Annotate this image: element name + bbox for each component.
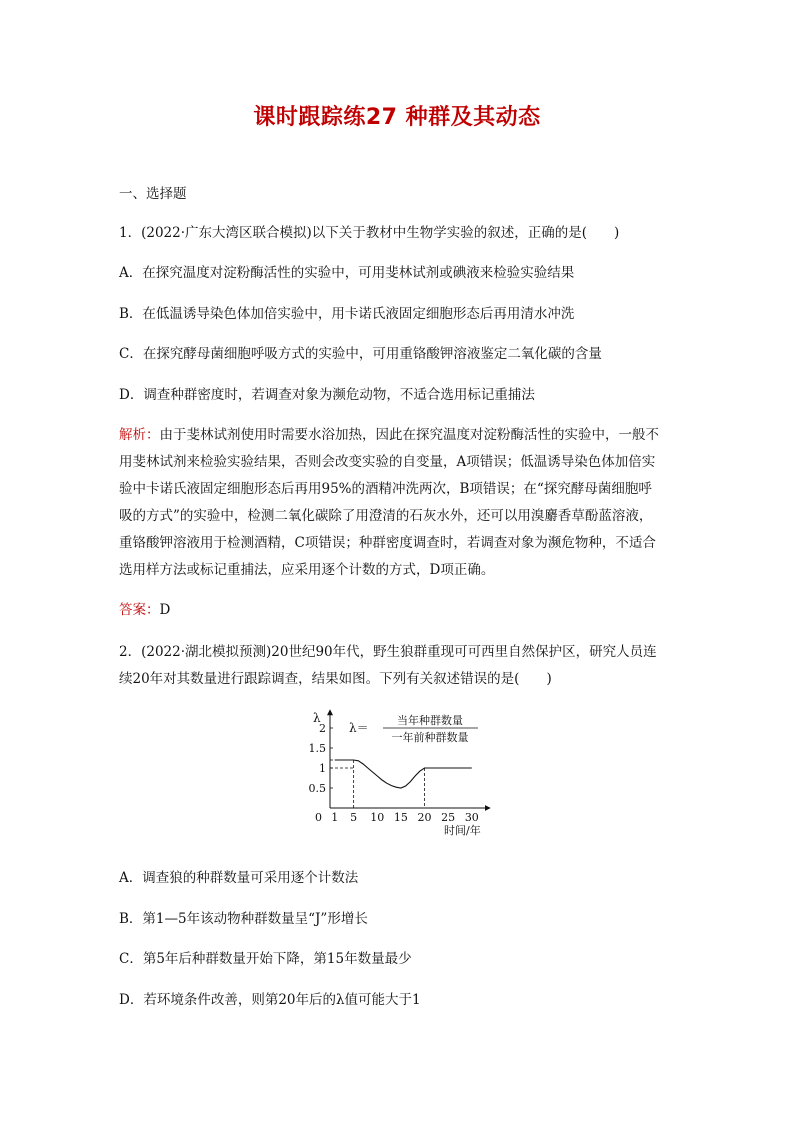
y-tick-label: 1.5 <box>308 742 326 755</box>
formula-denominator: 一年前种群数量 <box>391 731 469 744</box>
q2-stem-line-2: 续20年对其数量进行跟踪调查，结果如图。下列有关叙述错误的是( ) <box>119 671 552 687</box>
section-heading: 一、选择题 <box>119 186 187 202</box>
reference-lines <box>330 760 425 808</box>
q2-option-b: B．第1—5年该动物种群数量呈“J”形增长 <box>119 911 368 927</box>
q1-analysis-line-4: 吸的方式”的实验中，检测二氧化碳除了用澄清的石灰水外，还可以用溴麝香草酚蓝溶液， <box>119 508 653 524</box>
q1-analysis-line-3: 验中卡诺氏液固定细胞形态后再用95%的酒精冲洗两次，B项错误；在“探究酵母菌细胞呼 <box>119 481 652 497</box>
x-tick-label: 10 <box>370 811 385 824</box>
x-tick-label: 30 <box>464 811 479 824</box>
y-tick-label: 2 <box>319 722 326 735</box>
q2-option-d: D．若环境条件改善，则第20年后的λ值可能大于1 <box>119 992 421 1008</box>
x-tick-label: 5 <box>350 811 358 824</box>
q2-stem-line-1: 2．(2022·湖北模拟预测)20世纪90年代，野生狼群重现可可西里自然保护区，研究人员连 <box>119 644 657 660</box>
q1-answer <box>119 598 170 618</box>
q1-stem: 1．(2022·广东大湾区联合模拟)以下关于教材中生物学实验的叙述，正确的是( ) <box>119 225 620 241</box>
lambda-chart-svg <box>300 704 500 839</box>
x-tick-label: 20 <box>417 811 432 824</box>
q2-option-c: C．第5年后种群数量开始下降，第15年数量最少 <box>119 951 412 967</box>
lambda-series-line <box>335 760 472 788</box>
q2-option-a: A．调查狼的种群数量可采用逐个计数法 <box>119 870 359 886</box>
formula-lhs: λ＝ <box>349 721 369 735</box>
x-axis-label: 时间/年 <box>444 824 481 837</box>
page-title: 课时跟踪练27 种群及其动态 <box>253 105 541 130</box>
formula-numerator: 当年种群数量 <box>397 714 463 727</box>
origin-label: 0 <box>315 811 322 824</box>
y-axis-label: λ <box>313 711 321 725</box>
x-tick-label: 25 <box>441 811 456 824</box>
q1-analysis-line-5: 重铬酸钾溶液用于检测酒精，C项错误；种群密度调查时，若调查对象为濒危物种，不适合 <box>119 535 656 551</box>
analysis-label: 解析： <box>119 427 160 443</box>
x-tick-label: 1 <box>331 811 339 824</box>
q1-option-a: A．在探究温度对淀粉酶活性的实验中，可用斐林试剂或碘液来检验实验结果 <box>119 265 575 281</box>
lambda-chart <box>300 704 500 843</box>
x-tick-label: 15 <box>393 811 408 824</box>
q1-option-c: C．在探究酵母菌细胞呼吸方式的实验中，可用重铬酸钾溶液鉴定二氧化碳的含量 <box>119 346 602 362</box>
q1-analysis-line-1: 解析：由于斐林试剂使用时需要水浴加热，因此在探究温度对淀粉酶活性的实验中，一般不 <box>119 427 659 443</box>
q1-option-d: D．调查种群密度时，若调查对象为濒危动物，不适合选用标记重捕法 <box>119 387 535 403</box>
q1-analysis-line-2: 用斐林试剂来检验实验结果，否则会改变实验的自变量，A项错误；低温诱导染色体加倍实 <box>119 454 656 470</box>
y-tick-label: 1 <box>319 762 326 775</box>
q1-option-b: B．在低温诱导染色体加倍实验中，用卡诺氏液固定细胞形态后再用清水冲洗 <box>119 306 575 322</box>
q1-analysis-line-6: 选用样方法或标记重捕法，应采用逐个计数的方式，D项正确。 <box>119 562 495 578</box>
y-tick-label: 0.5 <box>308 782 326 795</box>
answer-label: 答案： <box>119 602 160 618</box>
answer-value: D <box>159 602 171 618</box>
